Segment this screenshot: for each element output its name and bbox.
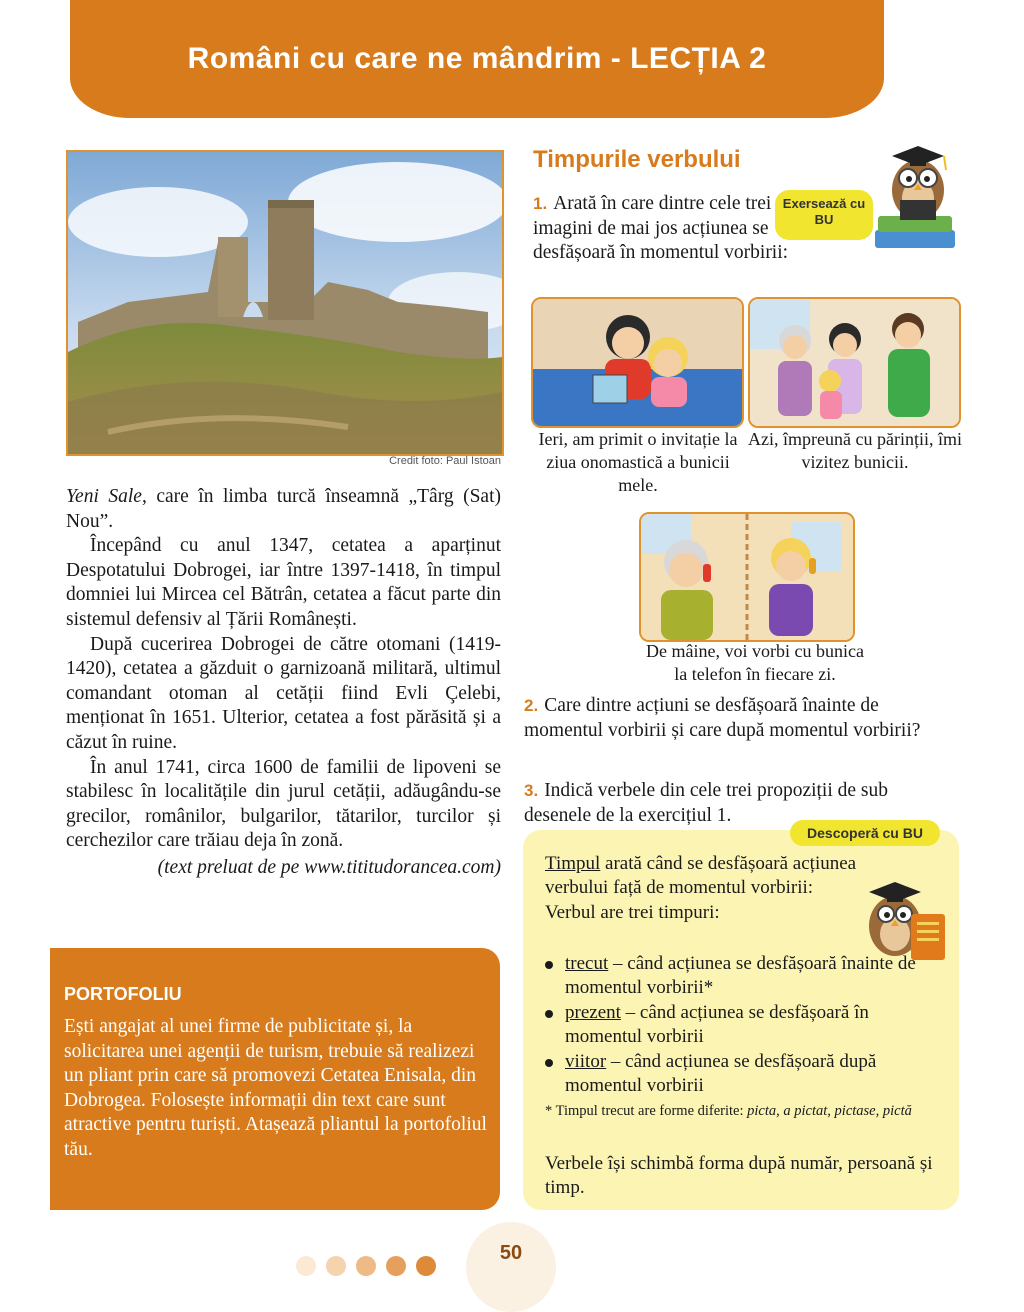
portfolio-text: Ești angajat al unei firme de publicitate și, la solicitarea unei agenții de turism, trebuie să realizezi un pliant prin care să promovezi Cetatea Enisala, din Dobrogea. Folosește informații din text care sunt atractive pentru turiști. Atașează pliantul la portofoliul tău. (64, 1016, 487, 1160)
title-banner (70, 0, 884, 118)
page-number: 50 (499, 1242, 523, 1264)
picture-phone-call (639, 512, 855, 642)
paragraph-3: După cucerirea Dobrogei de către otomani (1419-1420), cetatea a găzduit o garnizoană militară, ultimul comandant otoman al cetății fiind Evli Çelebi, menționat în 1651. Ulterior, cetatea a fost părăsită și a căzut în ruine. (66, 633, 501, 753)
caption-3: De mâine, voi vorbi cu bunica la telefon în fiecare zi. (646, 641, 864, 684)
castle-photo (66, 150, 504, 456)
note-examples: picta, a pictat, pictase, pictă (747, 1103, 912, 1119)
exercise-1-text: Arată în care dintre cele trei imagini de mai jos acțiunea se desfășoară în momentul vorbirii: (533, 193, 789, 264)
dot (386, 1256, 406, 1276)
past-tense-note (545, 1102, 945, 1120)
dot (356, 1256, 376, 1276)
tense-present (545, 1001, 945, 1050)
tense-past-rest: – când acțiunea se desfășoară înainte de momentul vorbirii* (565, 953, 916, 999)
dot (326, 1256, 346, 1276)
descopera-label: Descoperă cu BU (807, 825, 923, 841)
discover-box (523, 830, 959, 1210)
picture-family-visit (748, 297, 961, 428)
exercise-2 (524, 694, 944, 743)
tense-past (545, 952, 945, 1001)
exercise-1 (533, 192, 833, 266)
intro-line: Verbul are trei timpuri: (545, 901, 720, 923)
paragraph-4: În anul 1741, circa 1600 de familii de lipoveni se stabilesc în localitățile din jurul cetății, adăugându-se grecilor, românilor, bulgarilor, tătarilor, turcilor și cerchezilor care trăiau deja în zonă. (66, 756, 501, 852)
exercise-3-number: 3. (524, 781, 539, 800)
portfolio-title: PORTOFOLIU (64, 984, 182, 1004)
text-source: (text preluat de pe www.tititudorancea.com) (157, 856, 501, 878)
dot (416, 1256, 436, 1276)
exerseaza-label: Exersează cu BU (782, 196, 866, 227)
note-plain: * Timpul trecut are forme diferite: (545, 1103, 748, 1119)
paragraph-1-rest: , care în limba turcă înseamnă „Târg (Sat) Nou”. (66, 486, 501, 532)
exercise-1-number: 1. (533, 194, 548, 213)
caption-1: Ieri, am primit o invitație la ziua onomastică a bunicii mele. (538, 429, 738, 495)
tense-present-word: prezent (565, 1001, 621, 1023)
article-text (66, 485, 501, 881)
exercise-2-text: Care dintre acțiuni se desfășoară înainte de momentul vorbirii și care după momentul vorbirii? (524, 695, 921, 741)
tense-present-rest: – când acțiunea se desfășoară în momentul vorbirii (565, 1001, 869, 1048)
exercise-2-number: 2. (524, 696, 539, 715)
tense-future (545, 1050, 945, 1099)
tense-list (545, 952, 945, 1098)
place-name: Yeni Sale (66, 486, 142, 507)
section-title: Timpurile verbului (533, 146, 741, 173)
page-title: Români cu care ne mândrim - LECȚIA 2 (187, 42, 767, 75)
descopera-badge (790, 820, 940, 846)
dot (296, 1256, 316, 1276)
tense-past-word: trecut (565, 953, 609, 974)
tense-future-word: viitor (565, 1050, 607, 1072)
owl-books-illustration (870, 138, 960, 253)
definition-rest: arată când se desfășoară acțiunea verbului față de momentul vorbirii: (545, 853, 857, 899)
caption-2: Azi, împreună cu părinții, îmi vizitez bunicii. (748, 429, 962, 472)
photo-credit: Credit foto: Paul Istoan (389, 455, 501, 467)
picture-grandma-invitation (531, 297, 744, 428)
paragraph-1 (66, 485, 501, 534)
portfolio-box (50, 948, 500, 1210)
tense-future-rest: – când acțiunea se desfășoară după momentul vorbirii (565, 1050, 877, 1097)
exercise-3-text: Indică verbele din cele trei propoziții de sub desenele de la exercițiul 1. (524, 780, 889, 826)
timpul-word: Timpul (545, 853, 601, 874)
definition (545, 852, 875, 925)
paragraph-2: Începând cu anul 1347, cetatea a aparținut Despotatului Dobrogei, iar între 1397-1418, în timpul domniei lui Mircea cel Bătrân, cetatea a făcut parte din sistemul defensiv al Țării Românești. (66, 535, 501, 630)
conclusion: Verbele își schimbă forma după număr, persoană și timp. (545, 1153, 933, 1199)
